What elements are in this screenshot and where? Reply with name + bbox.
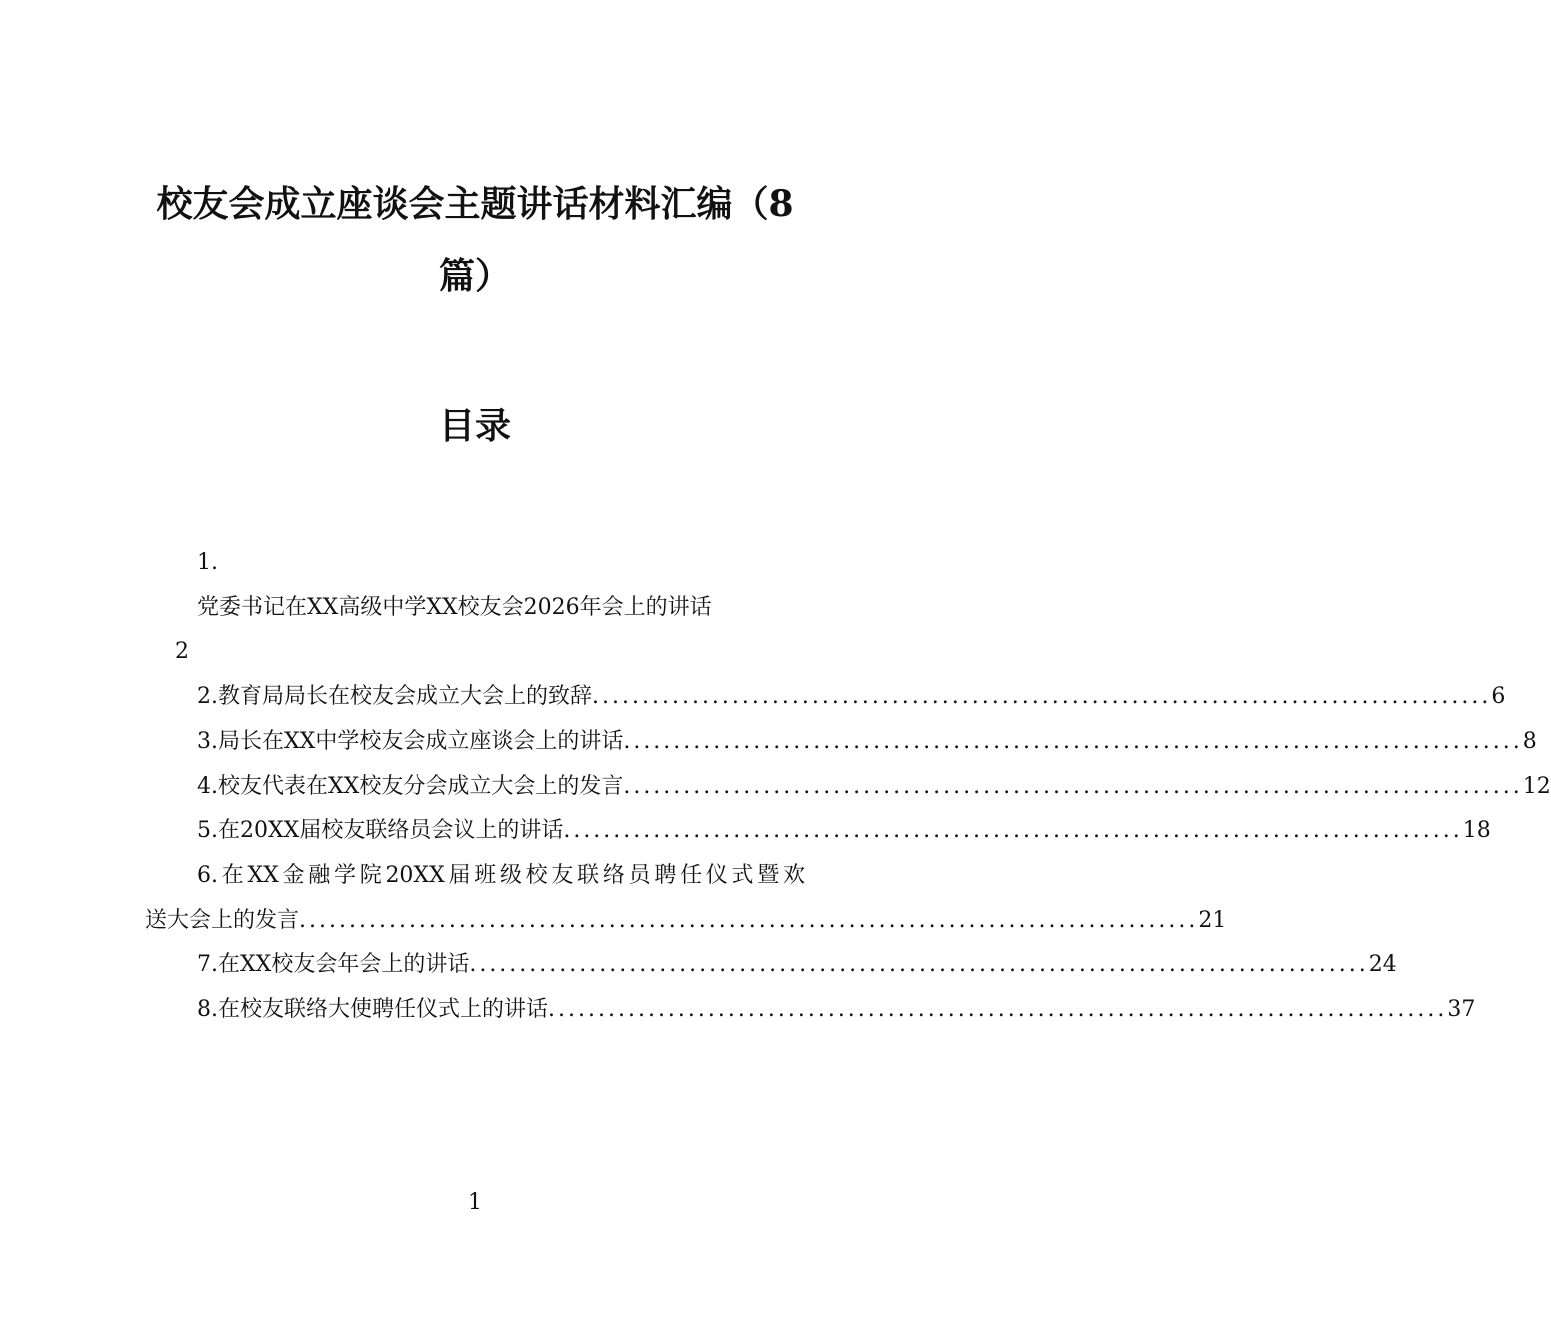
toc-entry-number: 1. [197, 550, 218, 575]
toc-entry-number: 8. [197, 997, 218, 1023]
toc-entry-number: 7. [197, 952, 218, 978]
toc-entry-2[interactable] [145, 675, 1506, 720]
toc-heading: 目录 [438, 405, 511, 447]
toc-entry-page: 6 [1491, 684, 1506, 710]
table-of-contents [145, 541, 1551, 1033]
toc-entry-title: 教育局局长在校友会成立大会上的致辞 [218, 684, 593, 710]
toc-entry-4[interactable] [145, 765, 1551, 810]
toc-entry-page: 21 [1198, 907, 1227, 933]
toc-entry-number: 4. [197, 773, 218, 799]
toc-entry-page: 12 [1522, 773, 1551, 799]
toc-entry-number: 5. [197, 818, 218, 844]
page-number: 1 [468, 1190, 482, 1215]
toc-entry-title: 在XX校友会年会上的讲话 [218, 952, 470, 978]
toc-dot-leader: .......................................................................................... [623, 728, 1523, 754]
toc-entry-number: 3. [197, 728, 218, 754]
toc-entry-title-continued: 送大会上的发言 [145, 907, 300, 933]
toc-entry-title: 在XX金融学院20XX届班级校友联络员聘任仪式暨欢 [218, 862, 805, 888]
toc-entry-number: 2. [197, 684, 218, 710]
toc-entry-1[interactable] [145, 541, 805, 675]
toc-entry-title: 在校友联络大使聘任仪式上的讲话 [218, 997, 549, 1023]
toc-entry-7[interactable] [145, 943, 1397, 988]
toc-entry-title-line1 [145, 854, 805, 899]
toc-entry-title-line2 [145, 899, 1227, 944]
toc-dot-leader: .......................................................................................... [469, 952, 1369, 978]
toc-entry-title: 校友代表在XX校友分会成立大会上的发言 [218, 773, 624, 799]
toc-entry-page: 2 [175, 639, 189, 665]
toc-entry-title: 党委书记在XX高级中学XX校友会2026年会上的讲话 [197, 594, 712, 620]
toc-dot-leader: .......................................................................................... [563, 818, 1463, 844]
document-title: 校友会成立座谈会主题讲话材料汇编（8篇） [156, 183, 794, 297]
toc-dot-leader: .......................................................................................... [623, 773, 1523, 799]
toc-entry-3[interactable] [145, 720, 1537, 765]
toc-dot-leader: .......................................................................................... [299, 907, 1199, 933]
toc-entry-5[interactable] [145, 809, 1491, 854]
toc-entry-8[interactable] [145, 988, 1476, 1033]
toc-entry-page: 18 [1462, 818, 1491, 844]
toc-dot-leader: .......................................................................................... [592, 684, 1492, 710]
toc-entry-page: 24 [1368, 952, 1397, 978]
toc-entry-6[interactable] [145, 854, 1227, 943]
toc-entry-page: 8 [1522, 728, 1537, 754]
toc-entry-title: 局长在XX中学校友会成立座谈会上的讲话 [218, 728, 624, 754]
toc-entry-page: 37 [1447, 997, 1476, 1023]
toc-dot-leader: .......................................................................................... [548, 997, 1448, 1023]
toc-entry-title: 在20XX届校友联络员会议上的讲话 [218, 818, 564, 844]
toc-entry-number: 6. [197, 862, 218, 888]
